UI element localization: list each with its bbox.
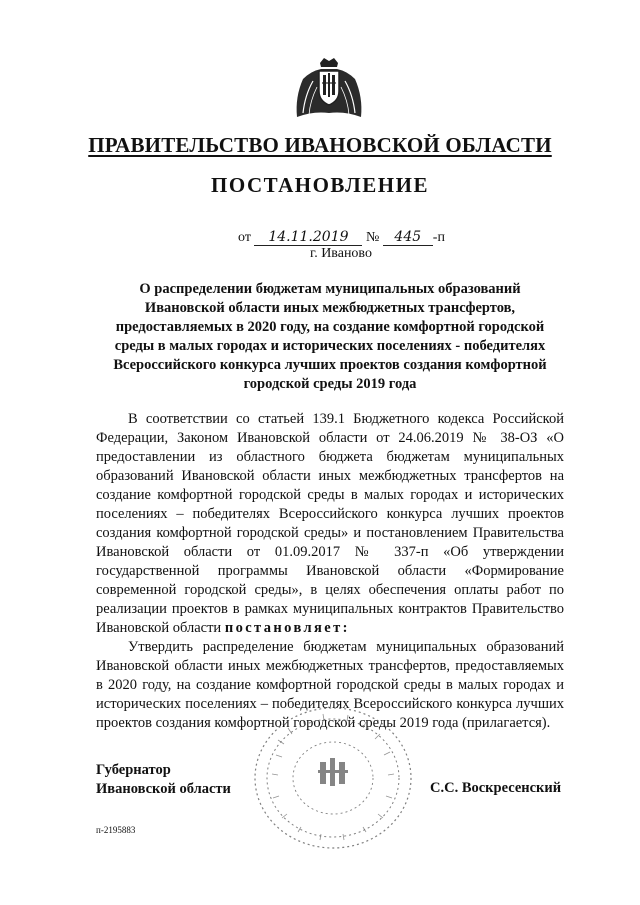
document-date: 14.11.2019 [254,229,362,246]
signer-title-line: Губернатор [96,762,171,778]
subject-line: Ивановской области иных межбюджетных трансфертов, [144,300,516,316]
subject-line: предоставляемых в 2020 году, на создание комфортной городской [115,319,545,335]
document-type: ПОСТАНОВЛЕНИЕ [211,173,429,197]
subject-line: городской среды 2019 года [243,376,417,392]
document-number: 445 [383,229,433,246]
signer-title [96,761,231,799]
date-prefix: от [238,230,251,245]
coat-of-arms-icon [293,57,365,121]
document-body [96,410,564,733]
number-suffix: -п [432,230,445,245]
subject-line: среды в малых городах и исторических поселениях - победителях [114,338,546,354]
subject-line: Всероссийского конкурса лучших проектов создания комфортной [113,357,547,373]
body-paragraph [96,410,564,638]
document-subject [95,280,565,394]
body-paragraph: Утвердить распределение бюджетам муниципальных образований Ивановской области иных межбюджетных трансфертов, предоставляемых в 2020 году, на создание комфортной городской среды в малых городах и исторических поселениях – победителях Всероссийского конкурса лучших проектов создания комфортной городской среды 2019 года (прилагается). [96,639,564,731]
city: г. Иваново [310,246,372,261]
document-code: п-2195883 [96,825,136,835]
subject-line: О распределении бюджетам муниципальных образований [139,281,521,297]
body-paragraph-text: В соответствии со статьей 139.1 Бюджетного кодекса Российской Федерации, Законом Ивановской области от 24.06.2019 № 38-ОЗ «О предоставлении из областного бюджета бюджетам муниципальных образований Ивановской области иных межбюджетных трансфертов на создание комфортной городской среды в малых городах и исторических поселениях – победителях Всероссийского конкурса лучших проектов создания комфортной городской среды» и постановлением Правительства Ивановской области от 01.09.2017 № 337-п «Об утверждении государственной программы Ивановской области «Формирование современной городской среды», в целях обеспечения оплаты работ по реализации проектов в рамках муниципальных контрактов Правительство Ивановской области [96,411,564,636]
date-number-line [238,229,445,246]
official-seal-icon [248,700,418,855]
signer-name: С.С. Воскресенский [430,780,562,796]
decree-word: постановляет: [224,620,350,636]
number-prefix: № [365,230,380,245]
signer-title-line: Ивановской области [96,781,231,797]
organization-title: ПРАВИТЕЛЬСТВО ИВАНОВСКОЙ ОБЛАСТИ [88,133,552,157]
